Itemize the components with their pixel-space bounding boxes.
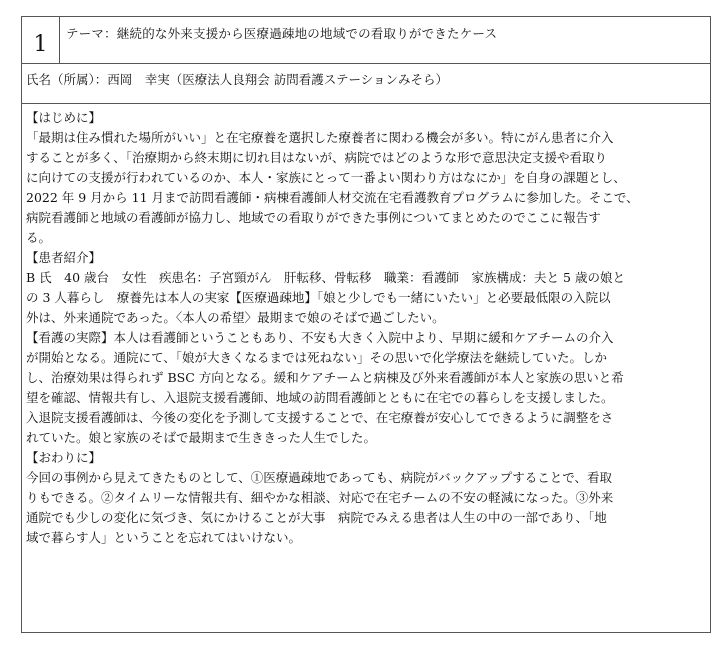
body-line: 【はじめに】 [26, 110, 102, 125]
case-number: 1 [22, 17, 60, 63]
body-line: 域で暮らす人」ということを忘れてはいけない。 [26, 530, 302, 545]
body-line: に向けての支援が行われているのか、本人・家族にとって一番よい関わり方はなにか」を自身の課題とし、 [26, 170, 626, 185]
author-affiliation: 氏名（所属）：西岡 幸実（医療法人良翔会 訪問看護ステーションみそら） [22, 64, 710, 104]
body-line: 通院でも少しの変化に気づき、気にかけることが大事 病院でみえる患者は人生の中の一部であり、「地 [26, 510, 607, 525]
body-line: することが多く、「治療期から終末期に切れ目はないが、病院ではどのような形で意思決定支援や看取り [26, 150, 608, 165]
body-line: 病院看護師と地域の看護師が協力し、地域での看取りができた事例についてまとめたのでここに報告す [26, 210, 601, 225]
body-line: 今回の事例から見えてきたものとして、①医療過疎地であっても、病院がバックアップすることで、看取 [26, 470, 613, 485]
abstract-sheet [21, 16, 711, 633]
body-line: し、治療効果は得られず BSC 方向となる。緩和ケアチームと病棟及び外来看護師が本人と家族の思いと希 [26, 370, 624, 385]
body-line: B 氏 40 歳台 女性 疾患名：子宮頸がん 肝転移、骨転移 職業：看護師 家族構成：夫と 5 歳の娘と [26, 270, 625, 285]
body-line: 外は、外来通院であった。〈本人の希望〉最期まで娘のそばで過ごしたい。 [26, 310, 445, 325]
body-line: 入退院支援看護師は、今後の変化を予測して支援することで、在宅療養が安心してできるように調整をさ [26, 410, 614, 425]
body-line: 【看護の実際】本人は看護師ということもあり、不安も大きく入院中より、早期に緩和ケアチームの介入 [26, 330, 614, 345]
body-line: 2022 年 9 月から 11 月まで訪問看護師・病棟看護師人材交流在宅看護教育プログラムに参加した。そこで、 [26, 190, 639, 205]
body-line: る。 [26, 230, 52, 245]
body-line: 【おわりに】 [26, 450, 102, 465]
body-line: りもできる。②タイムリーな情報共有、細やかな相談、対応で在宅チームの不安の軽減になった。③外来 [26, 490, 614, 505]
body-line: 「最期は住み慣れた場所がいい」と在宅療養を選択した療養者に関わる機会が多い。特にがん患者に介入 [26, 130, 614, 145]
abstract-body [22, 104, 710, 632]
body-line: 望を確認、情報共有し、入退院支援看護師、地域の訪問看護師とともに在宅での暮らしを支援しました。 [26, 390, 614, 405]
body-line: 【患者紹介】 [26, 250, 102, 265]
theme-title: テーマ：継続的な外来支援から医療過疎地の地域での看取りができたケース [66, 26, 498, 41]
body-line: の 3 人暮らし 療養先は本人の実家【医療過疎地】「娘と少しでも一緒にいたい」と必要最低限の入院以 [26, 290, 611, 305]
body-line: が開始となる。通院にて、「娘が大きくなるまでは死ねない」その思いで化学療法を継続していた。しか [26, 350, 608, 365]
body-line: れていた。娘と家族のそばで最期まで生ききった人生でした。 [26, 430, 377, 445]
header-row [22, 17, 710, 64]
